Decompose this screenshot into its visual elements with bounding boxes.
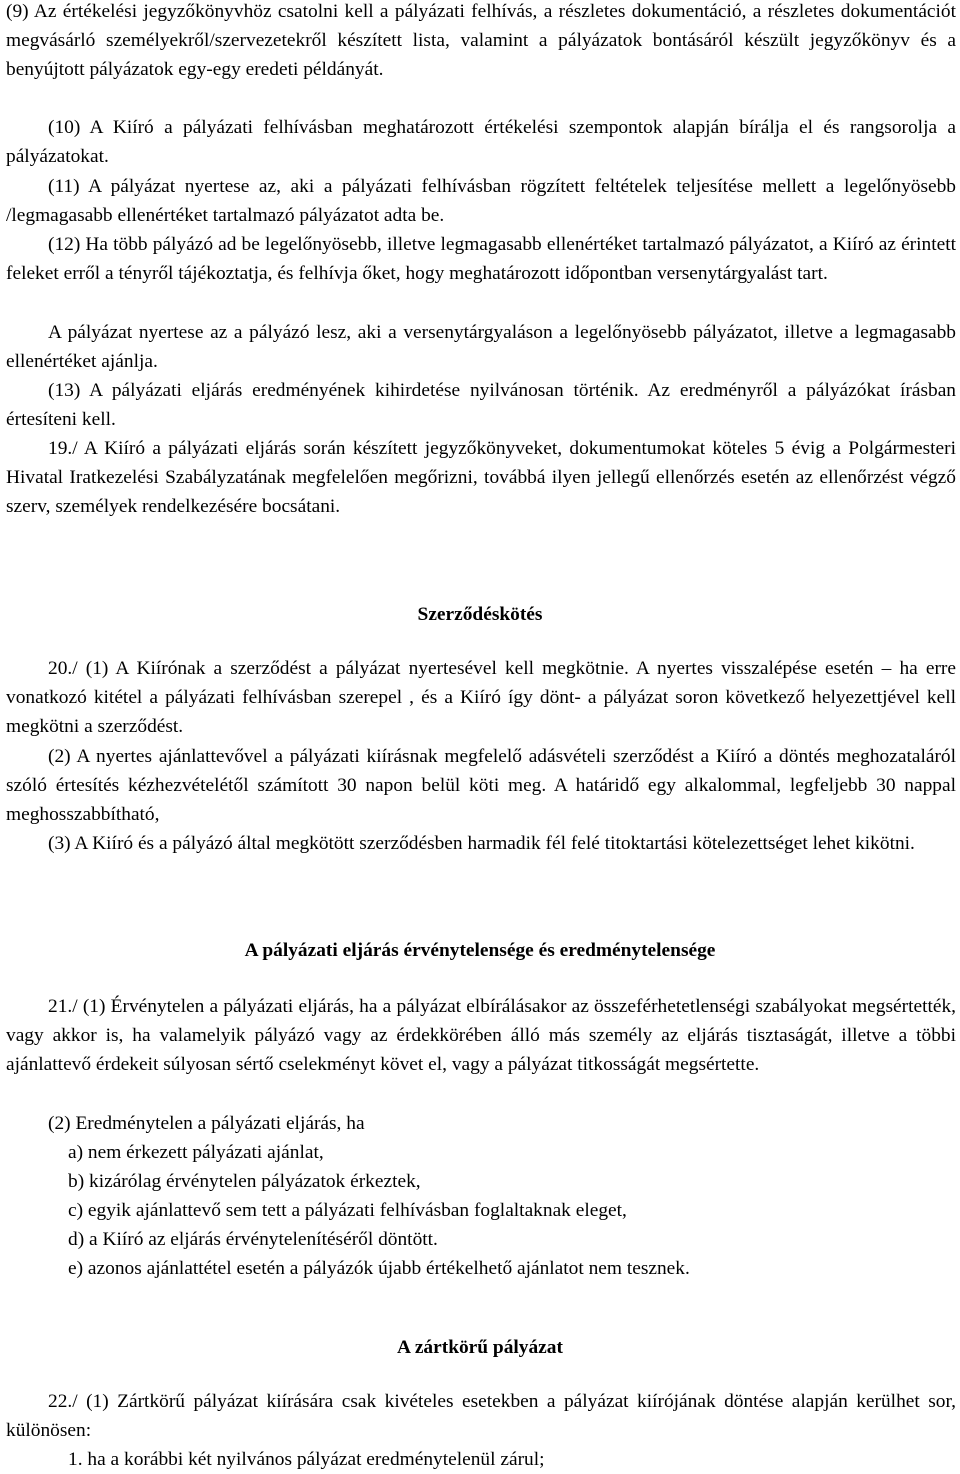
paragraph-22-1: 22./ (1) Zártkörű pályázat kiírására csak kivételes esetekben a pályázat kiírójának döntése alapján kerülhet sor, különösen: [6, 1391, 956, 1442]
paragraph-10: (10) A Kiíró a pályázati felhívásban meghatározott értékelési szempontok alapján bírálja el és rangsorolja a pályázatokat. [6, 117, 956, 168]
heading-szerzodeskotes: Szerződéskötés [417, 604, 543, 625]
paragraph-12-winner: A pályázat nyertese az a pályázó lesz, aki a versenytárgyaláson a legelőnyösebb pályázatot, illetve a legmagasabb ellenértéket ajánlja. [6, 322, 956, 373]
paragraph-19: 19./ A Kiíró a pályázati eljárás során készített jegyzőkönyveket, dokumentumokat köteles 5 évig a Polgármesteri Hivatal Iratkezelési Szabályzatának megfelelően megőrizni, továbbá ilyen jellegű ellenőrzés esetén az ellenőrzést végző szerv, személyek rendelkezésére bocsátani. [6, 438, 956, 518]
paragraph-21-2: (2) Eredménytelen a pályázati eljárás, ha [48, 1113, 365, 1134]
heading-ervenytelenseg: A pályázati eljárás érvénytelensége és eredménytelensége [244, 940, 716, 961]
paragraph-9: (9) Az értékelési jegyzőkönyvhöz csatolni kell a pályázati felhívás, a részletes dokumentáció, a részletes dokumentációt megvásárló személyekről/szervezetekről készített lista, valamint a pályázatok bontásáról készült jegyzőkönyv és a benyújtott pályázatok egy-egy eredeti példányát. [6, 1, 956, 81]
list-item: a) nem érkezett pályázati ajánlat, [68, 1142, 324, 1163]
list-item: c) egyik ajánlattevő sem tett a pályázati felhívásban foglaltaknak eleget, [68, 1200, 627, 1221]
paragraph-12: (12) Ha több pályázó ad be legelőnyösebb, illetve legmagasabb ellenértéket tartalmazó pályázatot, a Kiíró az érintett feleket erről a tényről tájékoztatja, és felhívja őket, hogy meghatározott időpontban versenytárgyalást tart. [6, 234, 956, 285]
paragraph-11: (11) A pályázat nyertese az, aki a pályázati felhívásban rögzített feltételek teljesítése mellett a legelőnyösebb /legmagasabb ellenértéket tartalmazó pályázatot adta be. [6, 176, 956, 227]
heading-zartkoru: A zártkörű pályázat [397, 1337, 563, 1358]
paragraph-20-1: 20./ (1) A Kiírónak a szerződést a pályázat nyertesével kell megkötnie. A nyertes visszalépése esetén – ha erre vonatkozó kitétel a pályázati felhívásban szerepel , és a Kiíró így dönt- a pályázat soron következő helyezettjével kell megkötni a szerződést. [6, 658, 956, 738]
list-item: b) kizárólag érvénytelen pályázatok érkeztek, [68, 1171, 421, 1192]
list-item: 1. ha a korábbi két nyilvános pályázat eredménytelenül zárul; [68, 1449, 545, 1470]
list-item: d) a Kiíró az eljárás érvénytelenítéséről döntött. [68, 1229, 438, 1250]
list-item: e) azonos ajánlattétel esetén a pályázók újabb értékelhető ajánlatot nem tesznek. [68, 1258, 690, 1279]
paragraph-20-2: (2) A nyertes ajánlattevővel a pályázati kiírásnak megfelelő adásvételi szerződést a Kiíró a döntés meghozataláról szóló értesítés kézhezvételétől számított 30 napon belül köti meg. A határidő egy alkalommal, legfeljebb 30 nappal meghosszabbítható, [6, 746, 956, 826]
paragraph-13: (13) A pályázati eljárás eredményének kihirdetése nyilvánosan történik. Az eredményről a pályázókat írásban értesíteni kell. [6, 380, 956, 431]
paragraph-20-3: (3) A Kiíró és a pályázó által megkötött szerződésben harmadik fél felé titoktartási kötelezettséget lehet kikötni. [48, 833, 915, 854]
paragraph-21-1: 21./ (1) Érvénytelen a pályázati eljárás, ha a pályázat elbírálásakor az összeférhetetlenségi szabályokat megsértették, vagy akkor is, ha valamelyik pályázó vagy az érdekkörében álló más személy az eljárás tisztaságát, illetve a többi ajánlattevő érdekeit súlyosan sértő cselekményt követ el, vagy a pályázat titkosságát megsértette. [6, 996, 956, 1076]
